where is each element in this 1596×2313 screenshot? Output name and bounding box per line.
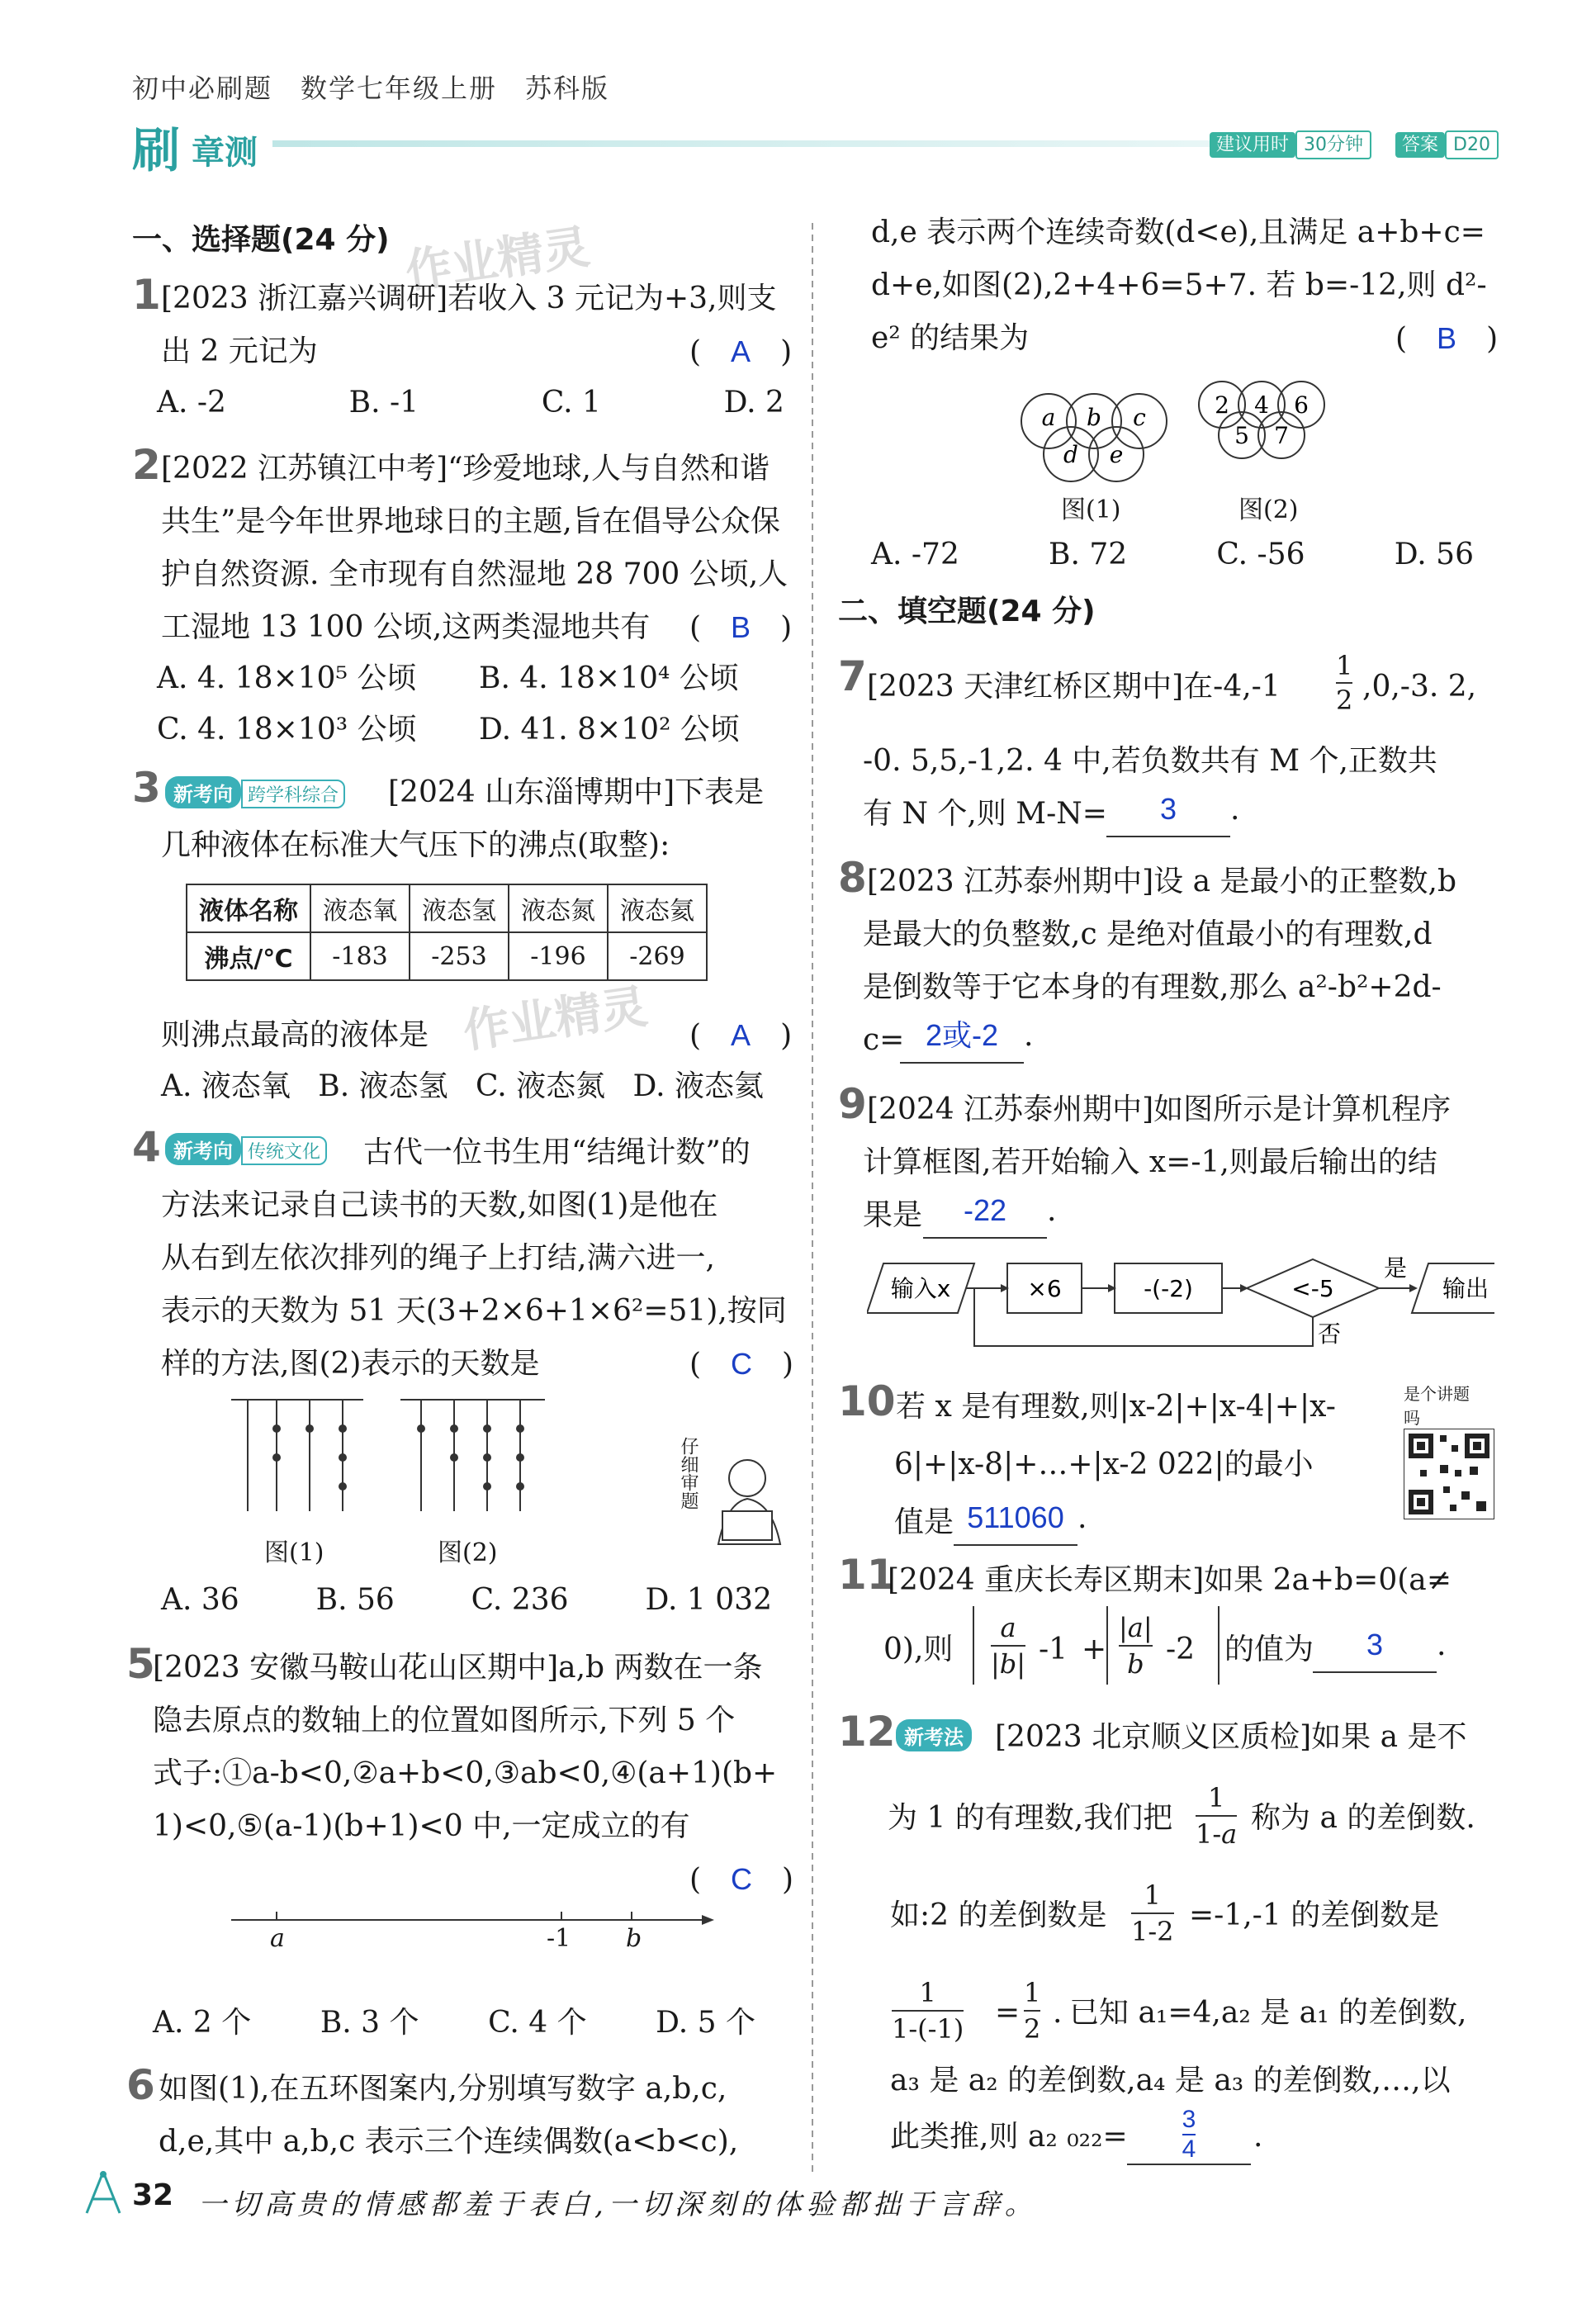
option: A. -72: [871, 538, 959, 571]
watermark: 作业精灵: [402, 220, 594, 300]
question-text: [2024 江苏泰州期中]如图所示是计算机程序: [867, 1093, 1452, 1126]
question-text: 是倒数等于它本身的有理数,那么 a²-b²+2d-: [863, 970, 1442, 1004]
table-row: [187, 884, 707, 932]
rope-group-2: [400, 1400, 545, 1511]
option: B. -1: [348, 386, 419, 419]
flow-step: ×6: [1027, 1275, 1062, 1302]
fraction-example: [892, 1975, 964, 2046]
option: A. 4. 18×10⁵ 公顷: [157, 661, 417, 695]
option: B. 液态氢: [318, 1069, 448, 1103]
option: D. 液态氦: [632, 1069, 764, 1103]
question-text: 是最大的负整数,c 是绝对值最小的有理数,d: [863, 917, 1433, 951]
question-number: 1: [132, 271, 161, 319]
option: C. 236: [471, 1583, 569, 1617]
axis-label-b: b: [626, 1924, 642, 1953]
fraction-den: |b|: [991, 1645, 1025, 1681]
question-text: 0),则: [883, 1633, 954, 1666]
table-cell: -183: [310, 932, 410, 980]
fraction-one-half: [1336, 649, 1352, 717]
table-cell: 液态氦: [608, 884, 707, 932]
answer-paren: ( C ): [689, 1862, 794, 1897]
answer-num: 3: [1182, 2106, 1196, 2133]
flow-step: 输出: [1442, 1275, 1489, 1302]
question-text: 有 N 个,则 M-N=: [863, 797, 1107, 831]
section-title: 一、选择题(24 分): [132, 223, 390, 257]
qr-code-icon[interactable]: [1404, 1429, 1494, 1519]
reading-student-illustration: [702, 1453, 793, 1552]
question-text: [2023 浙江嘉兴调研]若收入 3 元记为+3,则支: [161, 282, 777, 315]
knot-rope-figure: [223, 1396, 570, 1519]
options-row: [161, 1574, 772, 1627]
table-cell: -269: [608, 932, 707, 980]
watermark: 作业精灵: [460, 979, 651, 1059]
question-number: 2: [132, 441, 161, 489]
question-text: d,e,其中 a,b,c 表示三个连续偶数(a<b<c),: [159, 2125, 739, 2159]
question-text: [2023 北京顺义区质检]如果 a 是不: [995, 1720, 1467, 1754]
chapter-logo: [132, 111, 272, 178]
fraction-den: b: [1119, 1645, 1153, 1681]
flow-yes: 是: [1383, 1255, 1408, 1282]
footer-motto: 一切高贵的情感都羞于表白,一切深刻的体验都拙于言辞。: [198, 2188, 1038, 2221]
ring-label: 5: [1234, 422, 1249, 449]
question-text: 隐去原点的数轴上的位置如图所示,下列 5 个: [153, 1704, 736, 1737]
fill-blank: 3 .: [1313, 1619, 1446, 1673]
question-text: [2023 江苏泰州期中]设 a 是最小的正整数,b: [867, 865, 1456, 898]
question-text: 方法来记录自己读书的天数,如图(1)是他在: [161, 1188, 718, 1222]
time-label: 建议用时: [1210, 132, 1295, 158]
question-text: [2023 天津红桥区期中]在-4,-1: [867, 670, 1281, 704]
question-text: [2024 山东淄博期中]下表是: [388, 775, 765, 809]
option: A. -2: [157, 386, 226, 419]
answer: A: [731, 334, 751, 368]
side-note: 仔细审题: [678, 1437, 699, 1510]
fraction-den: 1-2: [1131, 1912, 1174, 1949]
ring-label: a: [1041, 404, 1056, 431]
time-value: 30分钟: [1295, 130, 1371, 159]
table-cell: -196: [509, 932, 608, 980]
ring-label: 7: [1274, 422, 1289, 449]
question-text: d+e,如图(2),2+4+6=5+7. 若 b=-12,则 d²-: [871, 268, 1487, 302]
answer-paren: ( C ): [689, 1347, 794, 1382]
question-text: -0. 5,5,-1,2. 4 中,若负数共有 M 个,正数共: [863, 744, 1437, 778]
axis-label-neg1: -1: [547, 1924, 571, 1953]
question-text: 护自然资源. 全市现有自然湿地 28 700 公顷,人: [161, 557, 789, 591]
table-row: [187, 932, 707, 980]
figure-caption: 图(1): [1061, 495, 1121, 524]
question-text: 工湿地 13 100 公顷,这两类湿地共有: [161, 610, 651, 644]
fraction: [991, 1610, 1025, 1681]
fraction-num: a: [1000, 1612, 1016, 1643]
time-tag: [1210, 130, 1371, 156]
flow-step: -(-2): [1144, 1275, 1193, 1302]
question-number: 8: [838, 854, 867, 902]
question-text: 果是: [863, 1198, 923, 1232]
fill-blank: 511060 .: [954, 1491, 1087, 1546]
question-number: 10: [838, 1377, 896, 1425]
fraction-num: 1: [1024, 1977, 1041, 2008]
fraction-num: 1: [919, 1977, 936, 2008]
question-text: d,e 表示两个连续奇数(d<e),且满足 a+b+c=: [871, 216, 1485, 249]
question-number: 6: [126, 2061, 155, 2109]
logo-small: 章测: [192, 134, 258, 172]
answer-page: D20: [1445, 130, 1499, 159]
option: A. 2 个: [153, 2006, 252, 2040]
question-text: 为 1 的有理数,我们把: [888, 1801, 1173, 1835]
question-number: 3: [132, 764, 161, 812]
question-text: =-1,-1 的差倒数是: [1189, 1898, 1440, 1932]
answer: A: [731, 1018, 751, 1052]
question-text: 6|+|x-8|+…+|x-2 022|的最小: [894, 1448, 1314, 1481]
question-text: 式子:①a-b<0,②a+b<0,③ab<0,④(a+1)(b+: [153, 1756, 778, 1790]
question-number: 7: [838, 652, 867, 700]
page-number: 32: [132, 2178, 174, 2212]
fill-blank: -22 .: [923, 1184, 1056, 1239]
topic-badge: 跨学科综合: [241, 780, 345, 808]
question-text: a₃ 是 a₂ 的差倒数,a₄ 是 a₃ 的差倒数,…,以: [890, 2064, 1451, 2097]
fraction-den: 2: [1336, 682, 1352, 717]
option: A. 36: [161, 1583, 239, 1617]
answer: 511060: [954, 1491, 1077, 1546]
new-method-badge: 新考法: [896, 1719, 972, 1751]
five-rings-figure: [1016, 376, 1362, 491]
question-text: 计算框图,若开始输入 x=-1,则最后输出的结: [863, 1145, 1437, 1179]
question-text: 表示的天数为 51 天(3+2×6+1×6²=51),按同: [161, 1294, 787, 1328]
answer-den: 4: [1182, 2135, 1196, 2163]
options-row: [157, 377, 784, 429]
fraction-def: [1196, 1780, 1237, 1851]
header-band: [272, 140, 1214, 147]
fraction-num: 1: [1207, 1782, 1225, 1813]
new-trend-badge: 新考向: [165, 1133, 241, 1165]
fraction-den: 2: [1024, 2010, 1040, 2046]
answer-label: 答案: [1395, 132, 1445, 158]
ring-label: d: [1063, 441, 1078, 468]
math-text: -2: [1166, 1633, 1196, 1666]
question-text: 则沸点最高的液体是: [161, 1018, 429, 1052]
ring-label: 4: [1254, 391, 1269, 419]
option: C. 4 个: [488, 2006, 587, 2040]
option: B. 56: [315, 1583, 395, 1617]
axis-label-a: a: [270, 1924, 285, 1953]
number-line: [223, 1903, 718, 1969]
option: D. 2: [723, 386, 784, 419]
tag-group: [165, 776, 345, 808]
table-cell: 沸点/℃: [187, 932, 310, 980]
answer: -22: [923, 1184, 1047, 1239]
answer-paren: ( B ): [1395, 321, 1499, 356]
math-text: .: [1253, 2120, 1263, 2154]
rope-group-1: [231, 1400, 363, 1511]
fill-blank: 3 .: [1106, 783, 1239, 837]
question-text: 古代一位书生用“结绳计数”的: [363, 1135, 751, 1169]
fraction-num: 1: [1336, 650, 1353, 681]
question-number: 11: [838, 1551, 896, 1599]
options-row: [153, 1997, 755, 2050]
answer: B: [731, 610, 751, 644]
question-number: 9: [838, 1080, 867, 1128]
fill-blank-fraction: [1127, 2106, 1251, 2165]
option: B. 3 个: [320, 2006, 419, 2040]
table-cell: -253: [410, 932, 509, 980]
option: D. 1 032: [645, 1583, 772, 1617]
answer-paren: ( A ): [689, 334, 793, 369]
fraction-example: [1131, 1878, 1174, 1949]
figure-caption: 图(2): [438, 1538, 498, 1567]
ring-label: 6: [1294, 391, 1309, 419]
question-text: 若 x 是有理数,则|x-2|+|x-4|+|x-: [896, 1390, 1336, 1424]
question-text: 共生”是今年世界地球日的主题,旨在倡导公众保: [161, 505, 780, 538]
table-cell: 液态氮: [509, 884, 608, 932]
math-text: .: [1053, 1996, 1063, 2030]
figure-caption: 图(2): [1238, 495, 1299, 524]
question-text: 样的方法,图(2)表示的天数是: [161, 1347, 540, 1381]
tag-group: [896, 1719, 972, 1751]
option: B. 72: [1049, 538, 1128, 571]
answer: B: [1437, 321, 1457, 355]
ring-label: c: [1133, 404, 1146, 431]
answer-tag: [1395, 130, 1499, 156]
fraction-num: 1: [1144, 1879, 1161, 1911]
compass-icon: [78, 2168, 128, 2217]
question-number: 4: [132, 1123, 161, 1171]
ring-label: b: [1087, 404, 1101, 431]
new-trend-badge: 新考向: [165, 776, 241, 808]
logo-big: 刷: [132, 122, 181, 178]
option: B. 4. 18×10⁴ 公顷: [479, 661, 739, 695]
topic-badge: 传统文化: [241, 1136, 327, 1165]
option: D. 41. 8×10² 公顷: [479, 713, 740, 747]
boiling-point-table: [186, 884, 708, 981]
option: C. 4. 18×10³ 公顷: [157, 713, 417, 747]
question-text: 从右到左依次排列的绳子上打结,满六进一,: [161, 1241, 715, 1275]
fraction-den: 1-(-1): [892, 2010, 964, 2046]
question-text: 1)<0,⑤(a-1)(b+1)<0 中,一定成立的有: [153, 1809, 690, 1843]
column-divider: [812, 223, 813, 2172]
question-number: 5: [126, 1640, 155, 1688]
question-text: e² 的结果为: [871, 321, 1030, 355]
section-title: 二、填空题(24 分): [838, 595, 1096, 628]
answer: 2或-2: [900, 1009, 1024, 1064]
question-text: ,0,-3. 2,: [1362, 670, 1477, 704]
option: A. 液态氧: [161, 1069, 291, 1103]
math-text: +: [1082, 1633, 1107, 1666]
fill-blank: 2或-2 .: [900, 1009, 1033, 1064]
figure-caption: 图(1): [264, 1538, 324, 1567]
options-row: [161, 1060, 764, 1113]
question-text: 如:2 的差倒数是: [890, 1898, 1107, 1932]
fraction: [1119, 1610, 1153, 1681]
table-cell: 液态氧: [310, 884, 410, 932]
question-number: 12: [838, 1708, 896, 1756]
math-text: =: [995, 1996, 1021, 2030]
fraction-num: |a|: [1119, 1612, 1153, 1643]
question-text: 值是: [894, 1505, 954, 1539]
option: C. -56: [1216, 538, 1305, 571]
option: D. 5 个: [656, 2006, 755, 2040]
book-title: 初中必刷题 数学七年级上册 苏科版: [132, 73, 610, 104]
answer-paren: ( B ): [689, 610, 793, 645]
fraction-den: 1-a: [1196, 1815, 1237, 1851]
ring-label: 2: [1215, 391, 1229, 419]
question-text: 的值为: [1224, 1633, 1314, 1666]
answer: C: [731, 1347, 753, 1381]
option: D. 56: [1394, 538, 1474, 571]
ring-label: e: [1109, 441, 1124, 468]
answer: C: [731, 1862, 753, 1896]
question-text: c=: [863, 1023, 905, 1057]
flow-condition: <-5: [1291, 1275, 1334, 1302]
answer: 3: [1313, 1619, 1437, 1673]
question-text: 此类推,则 a₂ ₀₂₂=: [890, 2120, 1128, 2154]
qr-label: 是个讲题吗: [1404, 1384, 1470, 1428]
table-cell: 液态氢: [410, 884, 509, 932]
answer: 3: [1106, 783, 1230, 837]
flow-no: 否: [1317, 1320, 1342, 1348]
question-text: 已知 a₁=4,a₂ 是 a₁ 的差倒数,: [1069, 1996, 1467, 2030]
question-text: [2023 安徽马鞍山花山区期中]a,b 两数在一条: [153, 1651, 763, 1685]
fraction-example: [1024, 1975, 1040, 2046]
question-text: 出 2 元记为: [161, 334, 318, 368]
math-text: -1: [1039, 1633, 1068, 1666]
flowchart: [867, 1255, 1494, 1358]
flow-step: 输入x: [890, 1275, 951, 1302]
question-text: [2024 重庆长寿区期末]如果 2a+b=0(a≠: [888, 1563, 1452, 1597]
options-row: [871, 528, 1474, 581]
question-text: [2022 江苏镇江中考]“珍爱地球,人与自然和谐: [161, 452, 770, 486]
option: C. 1: [541, 386, 601, 419]
table-cell: 液体名称: [187, 884, 310, 932]
question-text: 如图(1),在五环图案内,分别填写数字 a,b,c,: [159, 2072, 727, 2106]
answer-paren: ( A ): [689, 1018, 793, 1053]
question-text: 几种液体在标准大气压下的沸点(取整):: [161, 828, 670, 862]
question-text: 称为 a 的差倒数.: [1251, 1801, 1475, 1835]
option: C. 液态氮: [475, 1069, 606, 1103]
tag-group: [165, 1133, 327, 1165]
